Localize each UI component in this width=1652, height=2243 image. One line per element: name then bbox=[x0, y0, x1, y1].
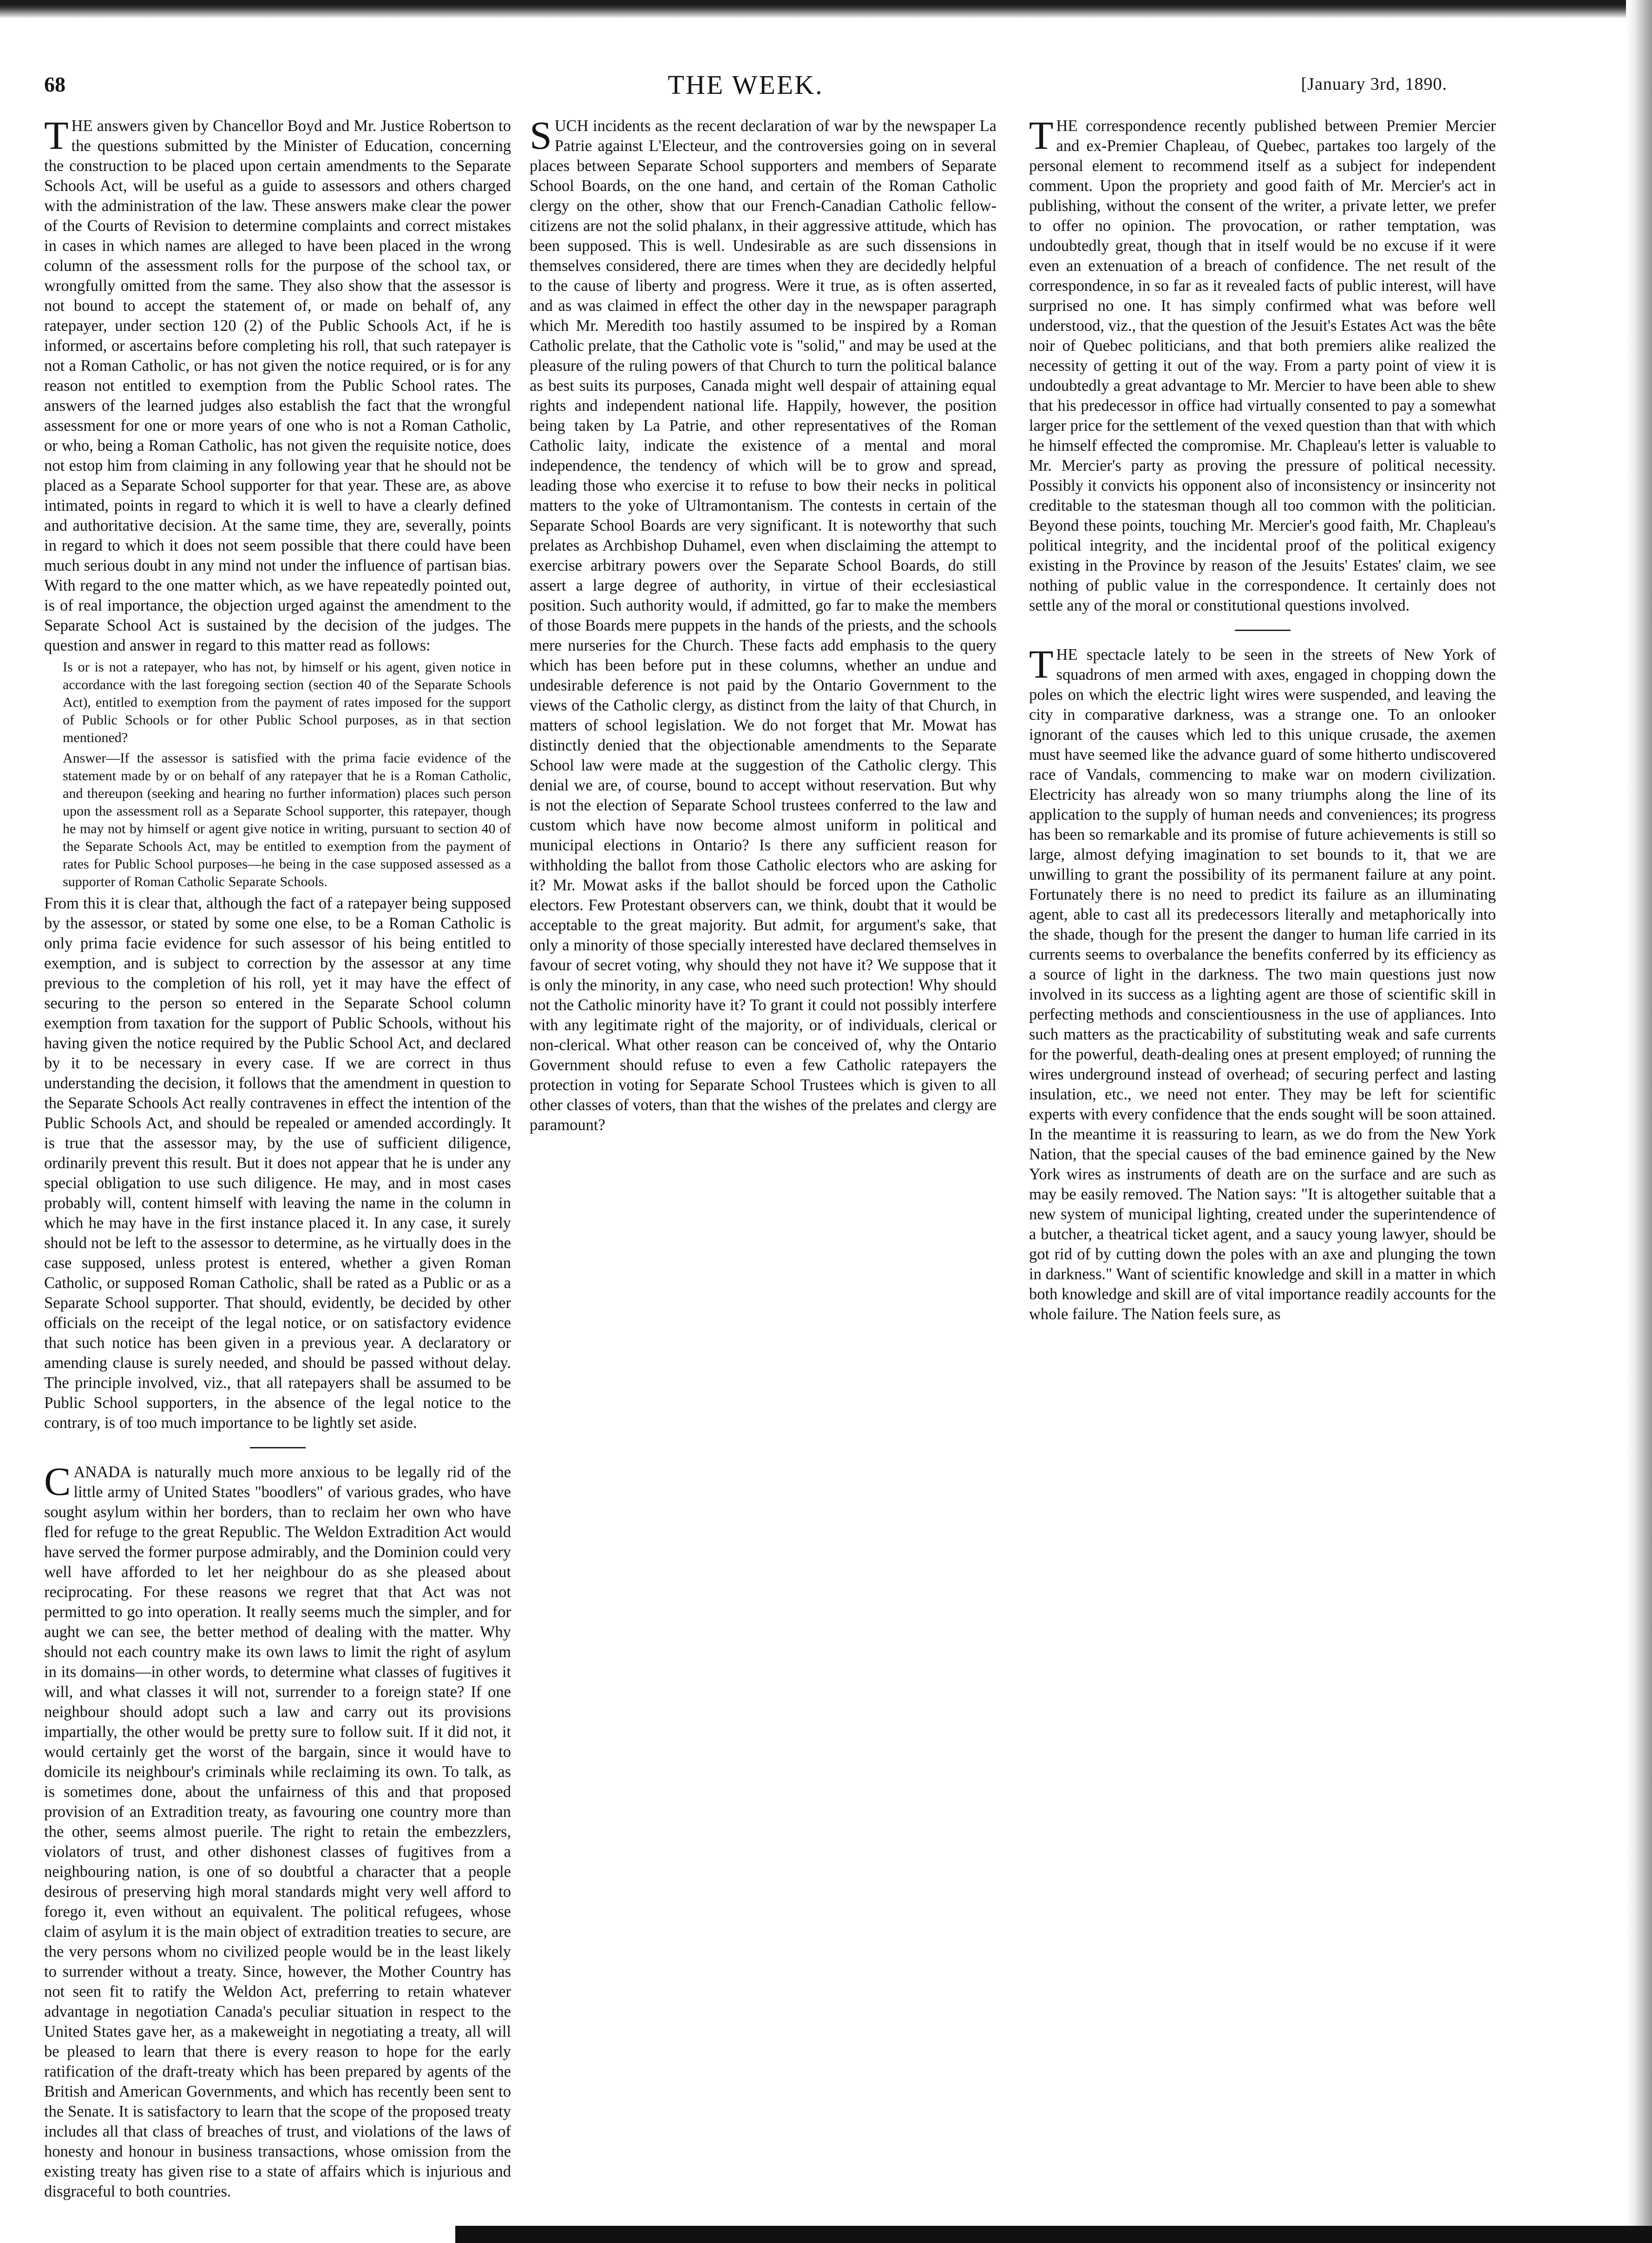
column-3 bbox=[1029, 116, 1496, 2217]
scan-right-edge bbox=[1626, 0, 1652, 2243]
article-paragraph bbox=[1029, 116, 1496, 616]
article-mercier-chapleau bbox=[1029, 116, 1496, 616]
section-divider bbox=[250, 1447, 306, 1448]
section-divider bbox=[1235, 630, 1291, 631]
paragraph-text: HE answers given by Chancellor Boyd and Mr. Justice Robertson to the questions submitted by the Minister of Education, concerning the construction to be placed upon certain amendments to the Separate Schools Act, will be useful as a guide to assessors and others charged with the administration of the law. These answers make clear the power of the Courts of Revision to determine complaints and correct mistakes in cases in which names are alleged to have been placed in the wrong column of the assessment rolls for the purpose of the school tax, or wrongfully omitted from the same. They also show that the assessor is not bound to accept the statement of, or made on behalf of, any ratepayer, under section 120 (2) of the Public Schools Act, if he is informed, or ascertains before completing his roll, that such ratepayer is not a Roman Catholic, or has not given the notice required, or is for any reason not entitled to exemption from the Public School rates. The answers of the learned judges also establish the fact that the wrongful assessment for one or more years of one who is not a Roman Catholic, or who, being a Roman Catholic, has not given the requisite notice, does not estop him from claiming in any following year that he should not be placed as a Separate School supporter for that year. These are, as above intimated, points in regard to which it is well to have a clearly defined and authoritative decision. At the same time, they are, severally, points in regard to which it does not seem possible that there could have been much serious doubt in any mind not under the influence of partisan bias. With regard to the one matter which, as we have repeatedly pointed out, is of real importance, the objection urged against the amendment to the Separate School Act is sustained by the decision of the judges. The question and answer in regard to this matter read as follows: bbox=[44, 117, 511, 654]
drop-cap: T bbox=[1029, 116, 1054, 158]
scan-bottom-edge bbox=[455, 2226, 1652, 2243]
article-separate-schools bbox=[44, 116, 511, 1433]
drop-cap: T bbox=[44, 116, 69, 158]
paragraph-text: HE spectacle lately to be seen in the streets of New York of squadrons of men armed with axes, engaged in chopping down the poles on which the electric light wires were suspended, and leaving the city in comparative darkness, was a strange one. To an onlooker ignorant of the causes which led to this unique crusade, the axemen must have seemed like the advance guard of some hitherto undiscovered race of Vandals, commencing to make war on modern civilization. Electricity has already won so many triumphs along the line of its application to the supply of human needs and conveniences; its progress has been so remarkable and its promise of future achievements is still so large, almost defying imagination to set bounds to it, that we are unwilling to grant the possibility of its permanent failure at any point. Fortunately there is no need to predict its failure as an illuminating agent, able to cast all its predecessors literally and metaphorically into the shade, though for the present the danger to human life carried in its currents seems to overbalance the benefits conferred by its efficiency as a source of light in the darkness. The two main questions just now involved in its success as a lighting agent are those of scientific skill in perfecting methods and conscientiousness in the use of appliances. Into such matters as the practicability of substituting weak and safe currents for the powerful, death-dealing ones at present employed; of running the wires underground instead of overhead; of securing perfect and lasting insulation, etc., we need not enter. They may be left for scientific experts with every confidence that the ends sought will be soon attained. In the meantime it is reassuring to learn, as we do from the New York Nation, that the special causes of the bad eminence gained by the New York wires as instruments of death are on the surface and are such as may be easily removed. The Nation says: "It is altogether suitable that a new system of municipal lighting, created under the superintendence of a butcher, a theatrical ticket agent, and a saucy young lawyer, should be got rid of by cutting down the poles with an axe and plunging the town in darkness." Want of scientific knowledge and skill in a matter in which both knowledge and skill are of vital importance readily accounts for the whole failure. The Nation feels sure, as bbox=[1029, 646, 1496, 1323]
quoted-question: Is or is not a ratepayer, who has not, by himself or his agent, given notice in accordance with the last foregoing section (section 40 of the Separate Schools Act), entitled to exemption from the payment of rates imposed for the support of Public Schools or for other Public School purposes, as in that section mentioned? bbox=[63, 659, 511, 745]
article-paragraph: From this it is clear that, although the fact of a ratepayer being supposed by the assessor, or stated by some one else, to be a Roman Catholic is only prima facie evidence for such assessor of his being entitled to exemption, and is subject to correction by the assessor at any time previous to the completion of his roll, yet it may have the effect of securing to the person so entered in the Separate School column exemption from taxation for the support of Public Schools, without his having given the notice required by the Public School Act, and declared by it to be necessary in every case. If we are correct in thus understanding the decision, it follows that the amendment in question to the Separate Schools Act really contravenes in effect the intention of the Public Schools Act, and should be repealed or amended accordingly. It is true that the assessor may, by the use of sufficient diligence, ordinarily prevent this result. But it does not appear that he is under any special obligation to use such diligence. He may, and in most cases probably will, content himself with leaving the name in the column in which he may have in the first instance placed it. In any case, it surely should not be left to the assessor to determine, as he virtually does in the case supposed, unless protest is entered, whether a given Roman Catholic, or supposed Roman Catholic, shall be rated as a Public or as a Separate School supporter. That should, evidently, be decided by other officials on the receipt of the legal notice, or on satisfactory evidence that such notice has been given in a previous year. A declaratory or amending clause is surely needed, and should be passed without delay. The principle involved, viz., that all ratepayers shall be assumed to be Public School supporters, in the absence of the legal notice to the contrary, is of too much importance to be lightly set aside. bbox=[44, 895, 511, 1432]
paragraph-text: UCH incidents as the recent declaration of war by the newspaper La Patrie against L'Electeur, and the controversies going on in several places between Separate School supporters and members of Separate School Boards, on the one hand, and certain of the Roman Catholic clergy on the other, show that our French-Canadian Catholic fellow-citizens are not the solid phalanx, in their aggressive attitude, which has been supposed. This is well. Undesirable as are such dissensions in themselves considered, there are times when they are decidedly helpful to the cause of liberty and progress. Were it true, as is often asserted, and as was claimed in effect the other day in the newspaper paragraph which Mr. Meredith too hastily assumed to be inspired by a Roman Catholic prelate, that the Catholic vote is "solid," and may be used at the pleasure of the ruling powers of that Church to turn the political balance as best suits its purposes, Canada might well despair of attaining equal rights and independent national life. Happily, however, the position being taken by La Patrie, and other representatives of the Roman Catholic laity, indicate the existence of a mental and moral independence, the tendency of which will be to grow and spread, leading those who exercise it to refuse to bow their necks in political matters to the yoke of Ultramontanism. The contests in certain of the Separate School Boards are very significant. It is noteworthy that such prelates as Archbishop Duhamel, even when disclaiming the attempt to exercise arbitrary powers over the Separate School Boards, do still assert a large degree of authority, in virtue of their ecclesiastical position. Such authority would, if admitted, go far to make the members of those Boards mere puppets in the hands of the priests, and the schools mere nurseries for the Church. These facts add emphasis to the query which has been before put in these columns, whether an undue and undesirable deference is not paid by the Ontario Government to the views of the Catholic clergy, as distinct from the laity of that Church, in matters of school legislation. We do not forget that Mr. Mowat has distinctly denied that the objectionable amendments to the Separate School law were made at the suggestion of the Catholic clergy. This denial we are, of course, bound to accept without reservation. But why is not the election of Separate School trustees conferred to the law and custom which have now become almost uniform in political and municipal elections in Ontario? Is there any sufficient reason for withholding the ballot from those Catholic electors who are asking for it? Mr. Mowat asks if the ballot should be forced upon the Catholic electors. Few Protestant observers can, we think, doubt that it would be acceptable to the great majority. But admit, for argument's sake, that only a minority of those specially interested have declared themselves in favour of secret voting, why should they not have it? We suppose that it is only the minority, in any case, who need such protection! Why should not the Catholic minority have it? To grant it could not possibly interfere with any legitimate right of the majority, or of individuals, clerical or non-clerical. What other reason can be conceived of, why the Ontario Government should refuse to even a few Catholic ratepayers the protection in voting for Separate School Trustees which is given to all other classes of voters, than that the wishes of the prelates and clergy are paramount? bbox=[530, 117, 996, 1134]
scan-top-edge bbox=[0, 0, 1652, 19]
article-paragraph bbox=[44, 1459, 511, 2202]
article-extradition bbox=[44, 1459, 511, 2202]
journal-title: THE WEEK. bbox=[668, 70, 824, 100]
column-2 bbox=[530, 116, 996, 2217]
paragraph-text: ANADA is naturally much more anxious to be legally rid of the little army of United States "boodlers" of various grades, who have sought asylum within her borders, than to reclaim her own who have fled for refuge to the great Republic. The Weldon Extradition Act would have served the former purpose admirably, and the Dominion could very well have afforded to let her neighbour do as she pleased about reciprocating. For these reasons we regret that that Act was not permitted to go into operation. It really seems much the simpler, and for aught we can see, the better method of dealing with the matter. Why should not each country make its own laws to limit the right of asylum in its domains—in other words, to determine what classes of fugitives it will, and what classes it will not, surrender to a foreign state? If one neighbour should adopt such a law and carry out its provisions impartially, the other would be pretty sure to follow suit. If it did not, it would certainly get the worst of the bargain, since it would have to domicile its neighbour's criminals while reclaiming its own. To talk, as is sometimes done, about the unfairness of this and that proposed provision of an Extradition treaty, as favouring one country more than the other, seems almost puerile. The right to retain the embezzlers, violators of trust, and other dishonest classes of fugitives from a neighbouring nation, is one of so doubtful a character that a people desirous of preserving high moral standards might very well afford to forego it, even without an equivalent. The political refugees, whose claim of asylum it is the main object of extradition treaties to secure, are the very persons whom no civilized people would be in the least likely to surrender without a treaty. Since, however, the Mother Country has not seen fit to ratify the Weldon Act, preferring to retain whatever advantage in negotiation Canada's peculiar situation in respect to the United States gave her, as a makeweight in negotiating a treaty, all will be pleased to learn that there is every reason to hope for the early ratification of the draft-treaty which has been prepared by agents of the British and American Governments, and which has recently been sent to the Senate. It is satisfactory to learn that the scope of the proposed treaty includes all that class of breaches of trust, and violations of the laws of honesty and honour in business transactions, whose omission from the existing treaty has given rise to a state of affairs which is injurious and disgraceful to both countries. bbox=[44, 1463, 511, 2200]
article-paragraph bbox=[44, 116, 511, 656]
article-la-patrie bbox=[530, 116, 996, 1135]
page-header bbox=[44, 72, 1447, 109]
article-paragraph bbox=[1029, 642, 1496, 1324]
issue-date: [January 3rd, 1890. bbox=[1301, 74, 1447, 94]
drop-cap: C bbox=[44, 1459, 71, 1504]
article-paragraph bbox=[530, 116, 996, 1135]
paragraph-text: HE correspondence recently published between Premier Mercier and ex-Premier Chapleau, of Quebec, partakes too largely of the personal element to recommend itself as a subject for independent comment. Upon the propriety and good faith of Mr. Mercier's act in publishing, without the consent of the writer, a private letter, we prefer to offer no opinion. The provocation, or rather temptation, was undoubtedly great, though that in itself would be no excuse if it were even an extenuation of a breach of confidence. The net result of the correspondence, in so far as it revealed facts of public interest, will have surprised no one. It has simply confirmed what was before well understood, viz., that the question of the Jesuit's Estates Act was the bête noir of Quebec politicians, and that both premiers alike realized the necessity of getting it out of the way. From a party point of view it is undoubtedly a great advantage to Mr. Mercier to have been able to shew that his predecessor in office had virtually consented to pay a somewhat larger price for the settlement of the vexed question than that with which he himself effected the compromise. Mr. Chapleau's letter is valuable to Mr. Mercier's party as proving the pressure of political necessity. Possibly it convicts his opponent also of inconsistency or insincerity not creditable to the statesman though all too common with the politician. Beyond these points, touching Mr. Mercier's good faith, Mr. Chapleau's political integrity, and the incidental proof of the political exigency existing in the Province by reason of the Jesuits' Estates' claim, we see nothing of public value in the correspondence. It certainly does not settle any of the moral or constitutional questions involved. bbox=[1029, 117, 1496, 614]
article-new-york-wires bbox=[1029, 642, 1496, 1324]
page-number: 68 bbox=[44, 72, 66, 96]
drop-cap: S bbox=[530, 116, 552, 158]
quoted-answer: Answer—If the assessor is satisfied with the prima facie evidence of the statement made by or on behalf of any ratepayer that he is a Roman Catholic, and thereupon (seeking and hearing no further information) places such person upon the assessment roll as a Separate School supporter, this ratepayer, though he may not by himself or agent give notice in writing, pursuant to section 40 of the Separate Schools Act, may be entitled to exemption from the payment of rates for Public School purposes—he being in the case supposed assessed as a supporter of Roman Catholic Separate Schools. bbox=[63, 750, 511, 889]
column-1 bbox=[44, 116, 511, 2217]
drop-cap: T bbox=[1029, 642, 1054, 686]
